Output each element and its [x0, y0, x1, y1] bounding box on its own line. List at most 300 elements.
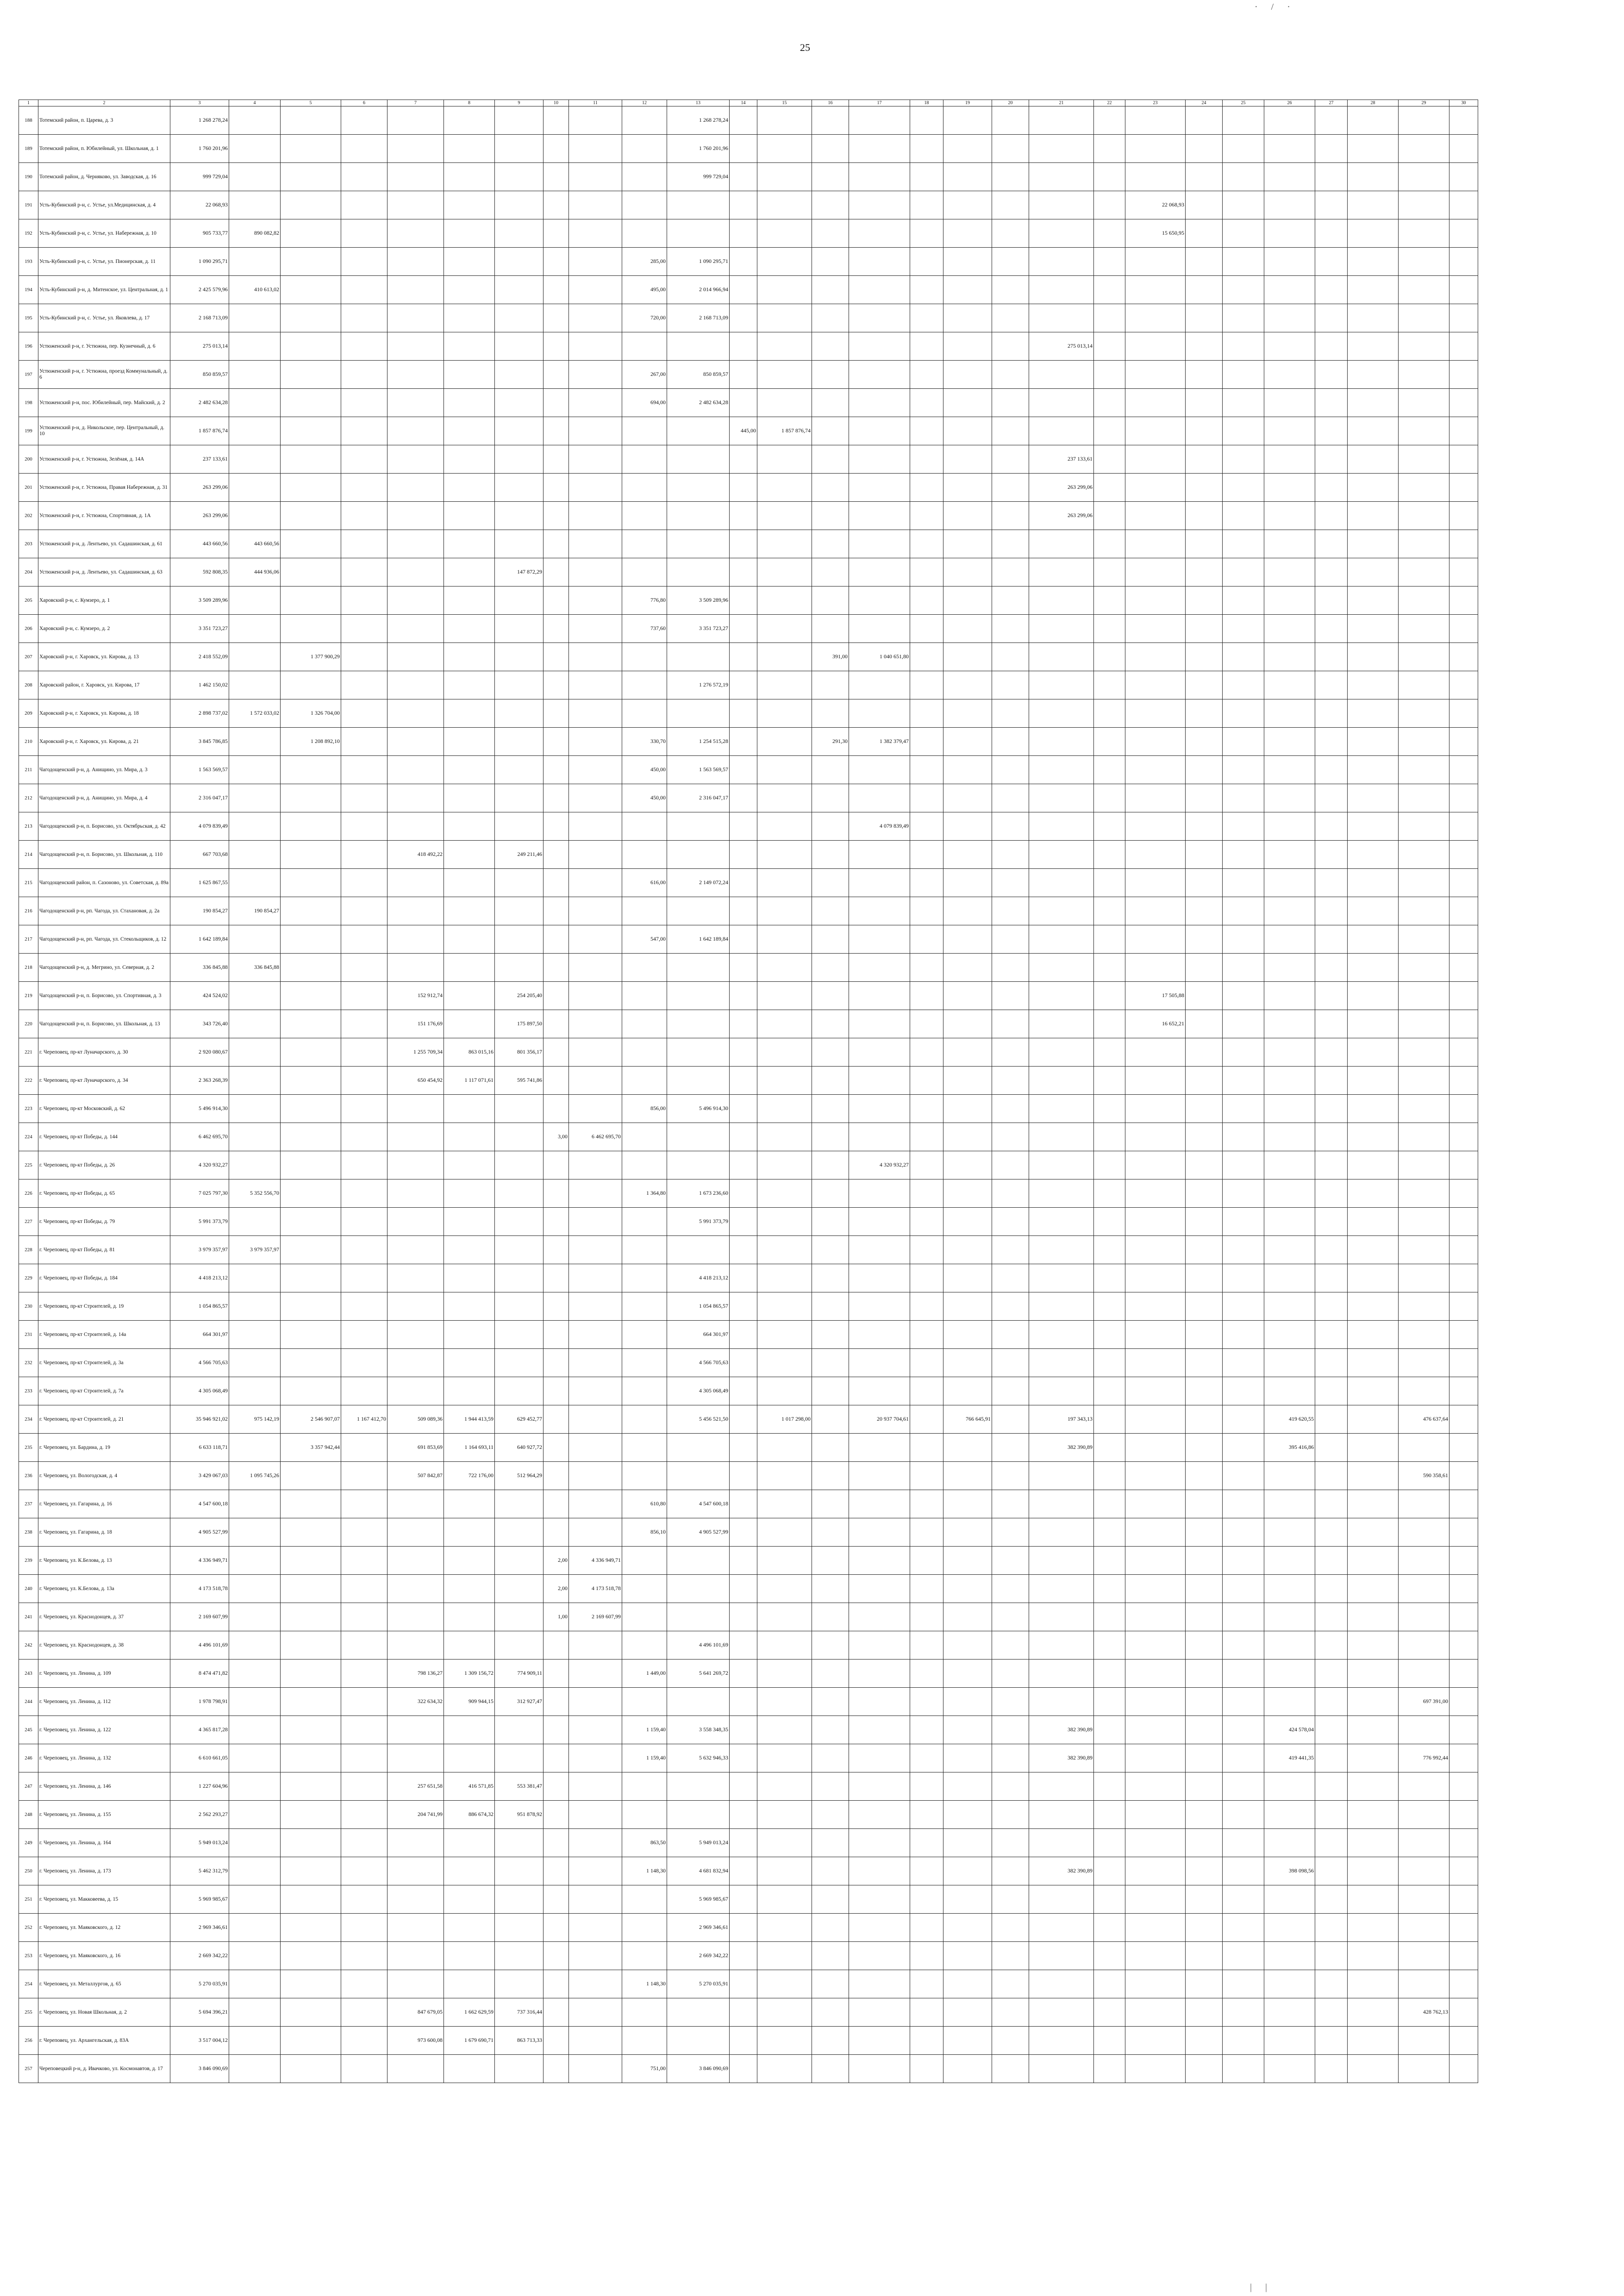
value-cell [757, 1349, 812, 1377]
value-cell [1223, 925, 1264, 954]
value-cell [730, 1349, 757, 1377]
value-cell [387, 812, 444, 841]
value-cell [1125, 954, 1186, 982]
value-cell: 4 320 932,27 [170, 1151, 229, 1179]
value-cell [1315, 219, 1348, 248]
value-cell [543, 1208, 569, 1236]
table-row [19, 699, 1478, 728]
value-cell [281, 1377, 341, 1405]
value-cell: 267,00 [622, 361, 667, 389]
value-cell [1186, 248, 1223, 276]
value-cell [943, 558, 992, 586]
value-cell [444, 1264, 495, 1292]
value-cell [1223, 1914, 1264, 1942]
value-cell [341, 1885, 387, 1914]
value-cell [910, 361, 943, 389]
value-cell [1315, 841, 1348, 869]
value-cell [1348, 586, 1399, 615]
value-cell [992, 361, 1029, 389]
value-cell [757, 1123, 812, 1151]
value-cell [992, 248, 1029, 276]
value-cell [812, 586, 849, 615]
table-row [19, 1208, 1478, 1236]
value-cell [1449, 1490, 1478, 1518]
scan-mark-top: · / · [1255, 2, 1296, 12]
value-cell [849, 163, 910, 191]
value-cell [812, 1744, 849, 1772]
value-cell [1223, 1349, 1264, 1377]
value-cell [569, 1095, 622, 1123]
value-cell: 204 741,99 [387, 1801, 444, 1829]
value-cell: 419 441,35 [1264, 1744, 1315, 1772]
value-cell [849, 1744, 910, 1772]
value-cell [569, 1292, 622, 1321]
value-cell [1264, 784, 1315, 812]
address-cell: Устюженский р-н, г. Устюжна, Зелёная, д. 14А [38, 445, 170, 474]
value-cell [1029, 530, 1094, 558]
value-cell [1029, 1829, 1094, 1857]
value-cell [341, 1688, 387, 1716]
value-cell [910, 671, 943, 699]
value-cell [1315, 1208, 1348, 1236]
value-cell [229, 586, 281, 615]
value-cell [910, 530, 943, 558]
value-cell: 2 168 713,09 [667, 304, 730, 332]
value-cell [992, 1321, 1029, 1349]
page-number: 25 [800, 42, 810, 53]
value-cell [849, 1688, 910, 1716]
value-cell [910, 1857, 943, 1885]
value-cell [1264, 135, 1315, 163]
value-cell [622, 1038, 667, 1067]
value-cell [1029, 2027, 1094, 2055]
value-cell: 1 449,00 [622, 1660, 667, 1688]
value-cell [910, 248, 943, 276]
value-cell [1315, 982, 1348, 1010]
value-cell [1264, 982, 1315, 1010]
value-cell [495, 1631, 543, 1660]
value-cell: 275 013,14 [170, 332, 229, 361]
value-cell [849, 1038, 910, 1067]
value-cell [1264, 304, 1315, 332]
value-cell: 410 613,02 [229, 276, 281, 304]
value-cell [730, 643, 757, 671]
value-cell [281, 1744, 341, 1772]
value-cell [341, 1716, 387, 1744]
value-cell [387, 671, 444, 699]
value-cell [910, 304, 943, 332]
value-cell [1125, 1321, 1186, 1349]
value-cell [281, 982, 341, 1010]
value-cell [667, 558, 730, 586]
value-cell [730, 1236, 757, 1264]
value-cell [757, 1179, 812, 1208]
value-cell [1094, 812, 1125, 841]
value-cell [1315, 332, 1348, 361]
value-cell [1449, 1885, 1478, 1914]
value-cell: 1 309 156,72 [444, 1660, 495, 1688]
value-cell [341, 502, 387, 530]
value-cell [569, 1462, 622, 1490]
value-cell [1223, 1236, 1264, 1264]
value-cell: 1 254 515,28 [667, 728, 730, 756]
value-cell [387, 1264, 444, 1292]
value-cell: 257 651,58 [387, 1772, 444, 1801]
value-cell [812, 1998, 849, 2027]
value-cell: 15 650,95 [1125, 219, 1186, 248]
value-cell [1348, 1067, 1399, 1095]
address-cell: г. Череповец, ул. Архангельская, д. 83А [38, 2027, 170, 2055]
value-cell [444, 643, 495, 671]
value-cell: 4 547 600,18 [170, 1490, 229, 1518]
value-cell [1264, 1518, 1315, 1547]
value-cell [910, 276, 943, 304]
value-cell [495, 812, 543, 841]
value-cell [229, 191, 281, 219]
value-cell [1094, 445, 1125, 474]
value-cell [1223, 1801, 1264, 1829]
value-cell [757, 1462, 812, 1490]
value-cell [1348, 219, 1399, 248]
value-cell [1449, 248, 1478, 276]
value-cell [495, 784, 543, 812]
value-cell [910, 191, 943, 219]
value-cell [444, 558, 495, 586]
value-cell [1264, 671, 1315, 699]
row-number: 218 [19, 954, 38, 982]
value-cell [1315, 474, 1348, 502]
value-cell: 17 505,88 [1125, 982, 1186, 1010]
value-cell [1223, 219, 1264, 248]
value-cell: 5 969 985,67 [170, 1885, 229, 1914]
table-row [19, 1377, 1478, 1405]
address-cell: г. Череповец, ул. Вологодская, д. 4 [38, 1462, 170, 1490]
value-cell [910, 699, 943, 728]
value-cell [341, 586, 387, 615]
address-cell: г. Череповец, ул. Ленина, д. 132 [38, 1744, 170, 1772]
value-cell [943, 332, 992, 361]
value-cell [1094, 191, 1125, 219]
value-cell: 975 142,19 [229, 1405, 281, 1434]
table-row [19, 1292, 1478, 1321]
value-cell [1315, 1575, 1348, 1603]
value-cell [622, 1010, 667, 1038]
value-cell [1399, 1095, 1449, 1123]
value-cell [1348, 361, 1399, 389]
value-cell [444, 1885, 495, 1914]
value-cell [281, 106, 341, 135]
value-cell: 2 898 737,02 [170, 699, 229, 728]
value-cell [1223, 1010, 1264, 1038]
value-cell [1399, 191, 1449, 219]
value-cell [543, 191, 569, 219]
value-cell [849, 1547, 910, 1575]
value-cell [1029, 1688, 1094, 1716]
value-cell [1125, 1801, 1186, 1829]
value-cell [757, 502, 812, 530]
address-cell: г. Череповец, ул. Ленина, д. 122 [38, 1716, 170, 1744]
table-row [19, 784, 1478, 812]
value-cell [1094, 417, 1125, 445]
address-cell: г. Череповец, пр-кт Строителей, д. 19 [38, 1292, 170, 1321]
table-row [19, 1405, 1478, 1434]
value-cell [1449, 135, 1478, 163]
value-cell [943, 954, 992, 982]
value-cell [1264, 1123, 1315, 1151]
value-cell [1223, 1547, 1264, 1575]
value-cell [1264, 1970, 1315, 1998]
table-row [19, 1462, 1478, 1490]
value-cell [543, 982, 569, 1010]
value-cell [569, 276, 622, 304]
value-cell [1223, 1744, 1264, 1772]
value-cell [1094, 1998, 1125, 2027]
value-cell: 5 949 013,24 [170, 1829, 229, 1857]
value-cell [1186, 558, 1223, 586]
value-cell [1125, 586, 1186, 615]
value-cell [569, 163, 622, 191]
value-cell [730, 699, 757, 728]
value-cell [543, 445, 569, 474]
column-number: 23 [1125, 100, 1186, 106]
table-row [19, 1123, 1478, 1151]
value-cell [849, 558, 910, 586]
table-row [19, 1038, 1478, 1067]
value-cell [1315, 1772, 1348, 1801]
value-cell: 336 845,88 [229, 954, 281, 982]
value-cell [229, 1688, 281, 1716]
value-cell [757, 1236, 812, 1264]
value-cell [1029, 389, 1094, 417]
value-cell [849, 1914, 910, 1942]
value-cell [1399, 1829, 1449, 1857]
value-cell [495, 1095, 543, 1123]
value-cell [667, 417, 730, 445]
value-cell [1348, 1462, 1399, 1490]
value-cell [1094, 1405, 1125, 1434]
value-cell [341, 1179, 387, 1208]
row-number: 200 [19, 445, 38, 474]
value-cell [622, 106, 667, 135]
value-cell [730, 1095, 757, 1123]
row-number: 206 [19, 615, 38, 643]
value-cell [757, 784, 812, 812]
table-row [19, 1829, 1478, 1857]
value-cell [387, 615, 444, 643]
value-cell [341, 1998, 387, 2027]
value-cell [229, 1631, 281, 1660]
value-cell [1125, 756, 1186, 784]
value-cell [757, 1434, 812, 1462]
value-cell [910, 1123, 943, 1151]
value-cell [849, 982, 910, 1010]
value-cell [1094, 1236, 1125, 1264]
value-cell [569, 1857, 622, 1885]
value-cell [943, 671, 992, 699]
value-cell [1125, 869, 1186, 897]
value-cell [1223, 728, 1264, 756]
table-row [19, 219, 1478, 248]
value-cell [1186, 1857, 1223, 1885]
value-cell [387, 417, 444, 445]
value-cell [281, 841, 341, 869]
value-cell [1348, 1264, 1399, 1292]
value-cell [1264, 1772, 1315, 1801]
value-cell [1264, 1801, 1315, 1829]
table-row [19, 191, 1478, 219]
value-cell [849, 869, 910, 897]
table-row [19, 728, 1478, 756]
table-row [19, 1067, 1478, 1095]
value-cell [229, 445, 281, 474]
value-cell [229, 474, 281, 502]
value-cell [1399, 1857, 1449, 1885]
value-cell [1223, 982, 1264, 1010]
value-cell [757, 163, 812, 191]
table-row [19, 1575, 1478, 1603]
value-cell [730, 1179, 757, 1208]
value-cell [992, 1095, 1029, 1123]
value-cell [444, 135, 495, 163]
value-cell [757, 841, 812, 869]
value-cell [812, 1321, 849, 1349]
value-cell [1223, 586, 1264, 615]
value-cell [1315, 1660, 1348, 1688]
value-cell: 2 014 966,94 [667, 276, 730, 304]
value-cell [1399, 1264, 1449, 1292]
value-cell: 3 517 004,12 [170, 2027, 229, 2055]
row-number: 235 [19, 1434, 38, 1462]
value-cell [1029, 1123, 1094, 1151]
value-cell [1399, 1377, 1449, 1405]
value-cell [812, 163, 849, 191]
value-cell [757, 1744, 812, 1772]
value-cell [992, 1716, 1029, 1744]
value-cell [1029, 1151, 1094, 1179]
value-cell [1315, 1010, 1348, 1038]
value-cell [1125, 728, 1186, 756]
value-cell: 2 425 579,96 [170, 276, 229, 304]
value-cell: 190 854,27 [229, 897, 281, 925]
address-cell: г. Череповец, ул. Ленина, д. 146 [38, 1772, 170, 1801]
value-cell [812, 1010, 849, 1038]
value-cell [569, 869, 622, 897]
address-cell: г. Череповец, ул. К.Белова, д. 13а [38, 1575, 170, 1603]
value-cell [667, 1801, 730, 1829]
value-cell [1399, 1801, 1449, 1829]
row-number: 190 [19, 163, 38, 191]
value-cell [1094, 1716, 1125, 1744]
value-cell [1449, 1970, 1478, 1998]
value-cell: 751,00 [622, 2055, 667, 2083]
value-cell: 640 927,72 [495, 1434, 543, 1462]
value-cell [1186, 756, 1223, 784]
value-cell [992, 474, 1029, 502]
value-cell [1223, 502, 1264, 530]
value-cell [341, 1038, 387, 1067]
value-cell [341, 530, 387, 558]
value-cell [992, 1970, 1029, 1998]
value-cell [495, 417, 543, 445]
value-cell [1315, 1547, 1348, 1575]
value-cell [229, 1575, 281, 1603]
value-cell [812, 135, 849, 163]
value-cell [730, 1603, 757, 1631]
value-cell: 2 418 552,09 [170, 643, 229, 671]
value-cell [1186, 1547, 1223, 1575]
row-number: 217 [19, 925, 38, 954]
value-cell: 4 681 832,94 [667, 1857, 730, 1885]
value-cell [992, 586, 1029, 615]
value-cell [1094, 1264, 1125, 1292]
value-cell [730, 897, 757, 925]
value-cell [812, 1264, 849, 1292]
value-cell [444, 417, 495, 445]
value-cell [444, 502, 495, 530]
value-cell [543, 1998, 569, 2027]
value-cell [387, 445, 444, 474]
value-cell: 190 854,27 [170, 897, 229, 925]
row-number: 225 [19, 1151, 38, 1179]
value-cell [1223, 304, 1264, 332]
value-cell [1449, 1405, 1478, 1434]
value-cell [910, 445, 943, 474]
value-cell [943, 1462, 992, 1490]
value-cell [757, 897, 812, 925]
value-cell [943, 445, 992, 474]
value-cell [849, 219, 910, 248]
value-cell [387, 1970, 444, 1998]
value-cell [281, 925, 341, 954]
value-cell [757, 1688, 812, 1716]
value-cell [1449, 558, 1478, 586]
value-cell [992, 1772, 1029, 1801]
value-cell [992, 502, 1029, 530]
value-cell [910, 812, 943, 841]
table-row [19, 276, 1478, 304]
value-cell [622, 841, 667, 869]
value-cell [1223, 1942, 1264, 1970]
value-cell: 2,00 [543, 1547, 569, 1575]
value-cell [1186, 1010, 1223, 1038]
value-cell [1094, 389, 1125, 417]
value-cell [281, 389, 341, 417]
address-cell: г. Череповец, пр-кт Строителей, д. 14а [38, 1321, 170, 1349]
value-cell [1125, 925, 1186, 954]
value-cell [543, 530, 569, 558]
value-cell [1348, 897, 1399, 925]
value-cell [1186, 1292, 1223, 1321]
table-row [19, 1801, 1478, 1829]
address-cell: Усть-Кубинский р-н, с. Устье, ул. Пионерская, д. 11 [38, 248, 170, 276]
value-cell [730, 1151, 757, 1179]
value-cell: 443 660,56 [170, 530, 229, 558]
value-cell: 5 352 556,70 [229, 1179, 281, 1208]
value-cell [569, 812, 622, 841]
value-cell [849, 784, 910, 812]
value-cell [757, 135, 812, 163]
value-cell [812, 1095, 849, 1123]
value-cell [849, 1942, 910, 1970]
value-cell [943, 1264, 992, 1292]
value-cell: 1 255 709,34 [387, 1038, 444, 1067]
value-cell [569, 699, 622, 728]
value-cell [1223, 1688, 1264, 1716]
value-cell [229, 925, 281, 954]
value-cell [281, 558, 341, 586]
value-cell [341, 1970, 387, 1998]
value-cell [444, 304, 495, 332]
